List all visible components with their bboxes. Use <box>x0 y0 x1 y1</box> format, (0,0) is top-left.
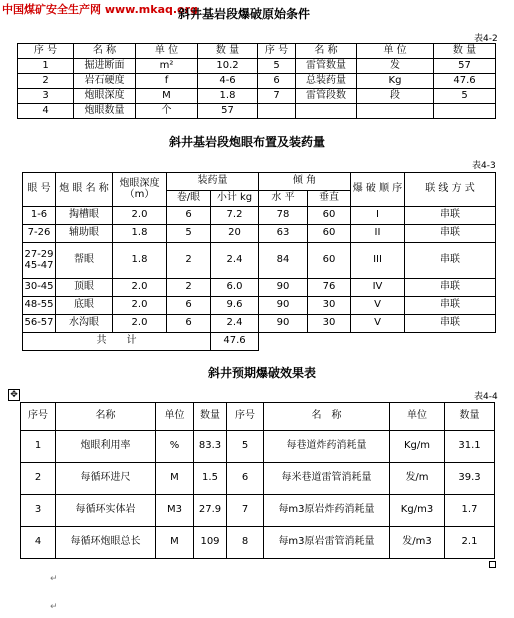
table3-cell: 2.1 <box>445 527 495 559</box>
table3-header-cell: 名称 <box>56 403 156 431</box>
table1-cell: M <box>136 89 198 104</box>
table2-cell: 2.4 <box>211 243 259 279</box>
paragraph-mark-icon: ↵ <box>50 602 58 612</box>
table2-cell: 48-55 <box>23 297 56 315</box>
table1-cell: 1 <box>18 59 74 74</box>
table3-cell: 31.1 <box>445 431 495 463</box>
table3-cell: 发/m <box>390 463 445 495</box>
table2-cell: 串联 <box>405 297 496 315</box>
table2-cell: 7-26 <box>23 225 56 243</box>
table1-cell: 5 <box>434 89 496 104</box>
table2-cell: 2.0 <box>113 279 167 297</box>
table1-cell <box>258 104 296 119</box>
table1-cell: 5 <box>258 59 296 74</box>
table2-cell: 掏槽眼 <box>56 207 113 225</box>
table1-number: 表4-2 <box>474 34 498 44</box>
table2-cell: 6 <box>167 297 211 315</box>
table2-cell: 串联 <box>405 225 496 243</box>
table1-cell: 炮眼数量 <box>74 104 136 119</box>
table2-cell: 90 <box>259 315 308 333</box>
table2-cell: 9.6 <box>211 297 259 315</box>
table3-cell: 6 <box>227 463 264 495</box>
table1-cell: 57 <box>198 104 258 119</box>
hole-name-header: 炮 眼 名 称 <box>56 173 113 207</box>
table1-header-cell: 名 称 <box>74 44 136 59</box>
table1-cell: 雷管段数 <box>296 89 357 104</box>
table3-cell: 每循环炮眼总长 <box>56 527 156 559</box>
table1-cell: 4-6 <box>198 74 258 89</box>
table1-cell: 7 <box>258 89 296 104</box>
table1-cell: 4 <box>18 104 74 119</box>
table3-header-cell: 单位 <box>156 403 194 431</box>
table-row <box>23 225 496 243</box>
table2-cell: 5 <box>167 225 211 243</box>
table-row <box>23 207 496 225</box>
table3-header-cell: 序号 <box>227 403 264 431</box>
table3-cell: M <box>156 463 194 495</box>
table3-cell: M <box>156 527 194 559</box>
table2-cell: IV <box>351 279 405 297</box>
table3-cell: % <box>156 431 194 463</box>
table1-cell <box>357 104 434 119</box>
table2-cell: 串联 <box>405 207 496 225</box>
table2-number: 表4-3 <box>472 161 496 171</box>
table3-cell: 每循环实体岩 <box>56 495 156 527</box>
table1-cell: 3 <box>18 89 74 104</box>
table3-cell: 每巷道炸药消耗量 <box>264 431 390 463</box>
hole-no-header: 眼 号 <box>23 173 56 207</box>
table-row <box>18 104 496 119</box>
table2-cell: 84 <box>259 243 308 279</box>
table1 <box>17 43 496 119</box>
table2-cell: 水沟眼 <box>56 315 113 333</box>
table1-cell: 发 <box>357 59 434 74</box>
table2-cell: 30 <box>308 315 351 333</box>
table1-cell <box>296 104 357 119</box>
table1-header-cell: 序 号 <box>18 44 74 59</box>
order-header: 爆 破 顺 序 <box>351 173 405 207</box>
table3-cell: 1.7 <box>445 495 495 527</box>
table2-cell: 顶眼 <box>56 279 113 297</box>
table1-cell: Kg <box>357 74 434 89</box>
table1-cell: 47.6 <box>434 74 496 89</box>
table-row <box>21 527 495 559</box>
table2-cell: 60 <box>308 207 351 225</box>
table3-cell: 每m3原岩炸药消耗量 <box>264 495 390 527</box>
table2-cell: 56-57 <box>23 315 56 333</box>
table2-cell: 串联 <box>405 315 496 333</box>
table3-cell: 炮眼利用率 <box>56 431 156 463</box>
table2-cell: 2.0 <box>113 315 167 333</box>
table2-cell: 30-45 <box>23 279 56 297</box>
charge-per-hole-header: 卷/眼 <box>167 191 211 207</box>
table1-cell: 炮眼深度 <box>74 89 136 104</box>
table2-cell: 2.0 <box>113 297 167 315</box>
charge-header: 装药量 <box>167 173 259 191</box>
table2-cell: 90 <box>259 297 308 315</box>
table2-title: 斜井基岩段炮眼布置及装药量 <box>169 135 326 149</box>
table1-header-cell: 名 称 <box>296 44 357 59</box>
table1-cell: 57 <box>434 59 496 74</box>
table1-header-cell: 单 位 <box>357 44 434 59</box>
table2-cell: 6 <box>167 315 211 333</box>
table3-cell: 39.3 <box>445 463 495 495</box>
table2-cell: 76 <box>308 279 351 297</box>
table1-cell: 个 <box>136 104 198 119</box>
table1-cell: m² <box>136 59 198 74</box>
table3-header-cell: 名 称 <box>264 403 390 431</box>
table3-header-cell: 数量 <box>445 403 495 431</box>
table3-header-cell: 数量 <box>194 403 227 431</box>
table-row <box>18 89 496 104</box>
horizontal-angle-header: 水 平 <box>259 191 308 207</box>
table-row <box>21 495 495 527</box>
table3-cell: 每循环进尺 <box>56 463 156 495</box>
table1-cell: f <box>136 74 198 89</box>
table1-cell: 雷管数量 <box>296 59 357 74</box>
table-row <box>23 315 496 333</box>
table2-cell: 底眼 <box>56 297 113 315</box>
table1-cell: 2 <box>18 74 74 89</box>
table2-cell: II <box>351 225 405 243</box>
table1-cell: 掘进断面 <box>74 59 136 74</box>
paragraph-mark-icon: ↵ <box>50 574 58 584</box>
table1-cell <box>434 104 496 119</box>
table1-header-cell: 序 号 <box>258 44 296 59</box>
watermark: 中国煤矿安全生产网 www.mkaq.org <box>2 3 198 16</box>
table1-cell: 段 <box>357 89 434 104</box>
table2-cell: 串联 <box>405 243 496 279</box>
table-row <box>23 297 496 315</box>
table3-cell: M3 <box>156 495 194 527</box>
table2-cell: 27-29 45-47 <box>23 243 56 279</box>
table3-cell: 1 <box>21 431 56 463</box>
table-row <box>23 279 496 297</box>
table1-cell: 总装药量 <box>296 74 357 89</box>
table3-cell: 5 <box>227 431 264 463</box>
total-empty <box>259 333 496 351</box>
table2-cell: 帮眼 <box>56 243 113 279</box>
table2-cell: 63 <box>259 225 308 243</box>
table3-cell: 3 <box>21 495 56 527</box>
table1-cell: 6 <box>258 74 296 89</box>
table3-cell: 7 <box>227 495 264 527</box>
depth-header: 炮眼深度（m） <box>113 173 167 207</box>
table2-cell: 2.0 <box>113 207 167 225</box>
table2-cell: 6.0 <box>211 279 259 297</box>
wiring-header: 联 线 方 式 <box>405 173 496 207</box>
table2-cell: V <box>351 315 405 333</box>
table1-cell: 10.2 <box>198 59 258 74</box>
table3-cell: 83.3 <box>194 431 227 463</box>
table-row <box>18 74 496 89</box>
table3-cell: 1.5 <box>194 463 227 495</box>
table3-cell: 发/m3 <box>390 527 445 559</box>
table3-cell: 109 <box>194 527 227 559</box>
table2-cell: 辅助眼 <box>56 225 113 243</box>
table2 <box>22 172 496 351</box>
table3-header-cell: 单位 <box>390 403 445 431</box>
vertical-angle-header: 垂直 <box>308 191 351 207</box>
table-row <box>21 431 495 463</box>
table-row <box>18 59 496 74</box>
angle-header: 倾 角 <box>259 173 351 191</box>
table-row <box>23 243 496 279</box>
table2-cell: 7.2 <box>211 207 259 225</box>
table1-header-cell: 数 量 <box>198 44 258 59</box>
total-label: 共 计 <box>23 333 211 351</box>
total-value: 47.6 <box>211 333 259 351</box>
table2-cell: 60 <box>308 243 351 279</box>
table3-cell: 2 <box>21 463 56 495</box>
table1-title: 斜井基岩段爆破原始条件 <box>178 7 311 21</box>
table3 <box>20 402 495 559</box>
table3-cell: 27.9 <box>194 495 227 527</box>
table3-cell: 4 <box>21 527 56 559</box>
table-row <box>21 463 495 495</box>
table1-header-cell: 单 位 <box>136 44 198 59</box>
table2-cell: III <box>351 243 405 279</box>
table2-cell: 60 <box>308 225 351 243</box>
table2-cell: 2 <box>167 279 211 297</box>
table2-cell: 1.8 <box>113 243 167 279</box>
table3-title: 斜井预期爆破效果表 <box>208 366 317 380</box>
table2-cell: 20 <box>211 225 259 243</box>
table1-cell: 1.8 <box>198 89 258 104</box>
table1-header-cell: 数 量 <box>434 44 496 59</box>
table3-cell: Kg/m3 <box>390 495 445 527</box>
table2-cell: 2 <box>167 243 211 279</box>
table2-cell: 90 <box>259 279 308 297</box>
table3-number: 表4-4 <box>474 392 498 402</box>
table3-cell: 每米巷道雷管消耗量 <box>264 463 390 495</box>
table2-cell: 1-6 <box>23 207 56 225</box>
table3-header-cell: 序号 <box>21 403 56 431</box>
move-cross-icon[interactable]: ✥ <box>8 389 20 401</box>
table3-cell: Kg/m <box>390 431 445 463</box>
table1-cell: 岩石硬度 <box>74 74 136 89</box>
table2-cell: 串联 <box>405 279 496 297</box>
table-resize-handle[interactable] <box>489 561 496 568</box>
table2-cell: 2.4 <box>211 315 259 333</box>
charge-subtotal-header: 小计 kg <box>211 191 259 207</box>
table3-cell: 8 <box>227 527 264 559</box>
table2-cell: 78 <box>259 207 308 225</box>
table2-cell: V <box>351 297 405 315</box>
table2-cell: 6 <box>167 207 211 225</box>
table3-cell: 每m3原岩雷管消耗量 <box>264 527 390 559</box>
table2-cell: 30 <box>308 297 351 315</box>
table2-cell: 1.8 <box>113 225 167 243</box>
table2-cell: I <box>351 207 405 225</box>
